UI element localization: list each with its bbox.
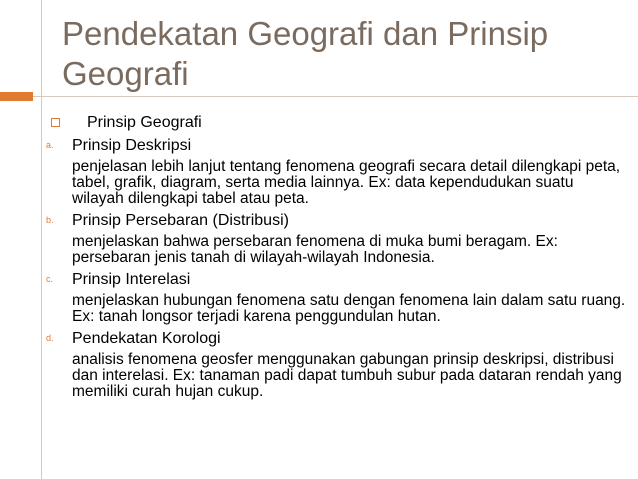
list-item-description: penjelasan lebih lanjut tentang fenomena geografi secara detail dilengkapi peta, tabel, grafik, diagram, serta media lainnya. Ex: data kependudukan suatu wilayah dilengkapi tabel atau peta.: [72, 158, 621, 207]
list-item-heading: Prinsip Interelasi: [72, 271, 191, 288]
list-marker: c.: [46, 274, 54, 284]
horizontal-rule: [0, 96, 638, 97]
slide-content: [46, 113, 626, 400]
list-item: [46, 211, 626, 230]
list-item: [46, 270, 626, 289]
accent-bar: [0, 92, 33, 101]
list-item: [46, 329, 626, 348]
list-item-heading: Prinsip Persebaran (Distribusi): [72, 212, 289, 229]
list-item-description: menjelaskan hubungan fenomena satu dengan fenomena lain dalam satu ruang. Ex: tanah longsor terjadi karena penggundulan hutan.: [72, 292, 626, 325]
list-marker: d.: [46, 333, 54, 343]
list-marker: a.: [46, 140, 54, 150]
list-item: [46, 136, 626, 155]
list-item-description: analisis fenomena geosfer menggunakan gabungan prinsip deskripsi, distribusi dan interelasi. Ex: tanaman padi dapat tumbuh subur pada dataran rendah yang memiliki curah hujan cukup.: [72, 351, 622, 400]
square-bullet-icon: [51, 118, 60, 127]
list-item-description: menjelaskan bahwa persebaran fenomena di muka bumi beragam. Ex: persebaran jenis tanah di wilayah-wilayah Indonesia.: [72, 233, 558, 266]
list-item-heading: Prinsip Deskripsi: [72, 137, 192, 154]
vertical-rule: [41, 0, 42, 479]
top-bullet-label: Prinsip Geografi: [87, 114, 202, 131]
list-marker: b.: [46, 215, 54, 225]
list-item-heading: Pendekatan Korologi: [72, 330, 221, 347]
top-bullet: [46, 113, 626, 132]
slide-title: Pendekatan Geografi dan Prinsip Geografi: [62, 15, 549, 92]
